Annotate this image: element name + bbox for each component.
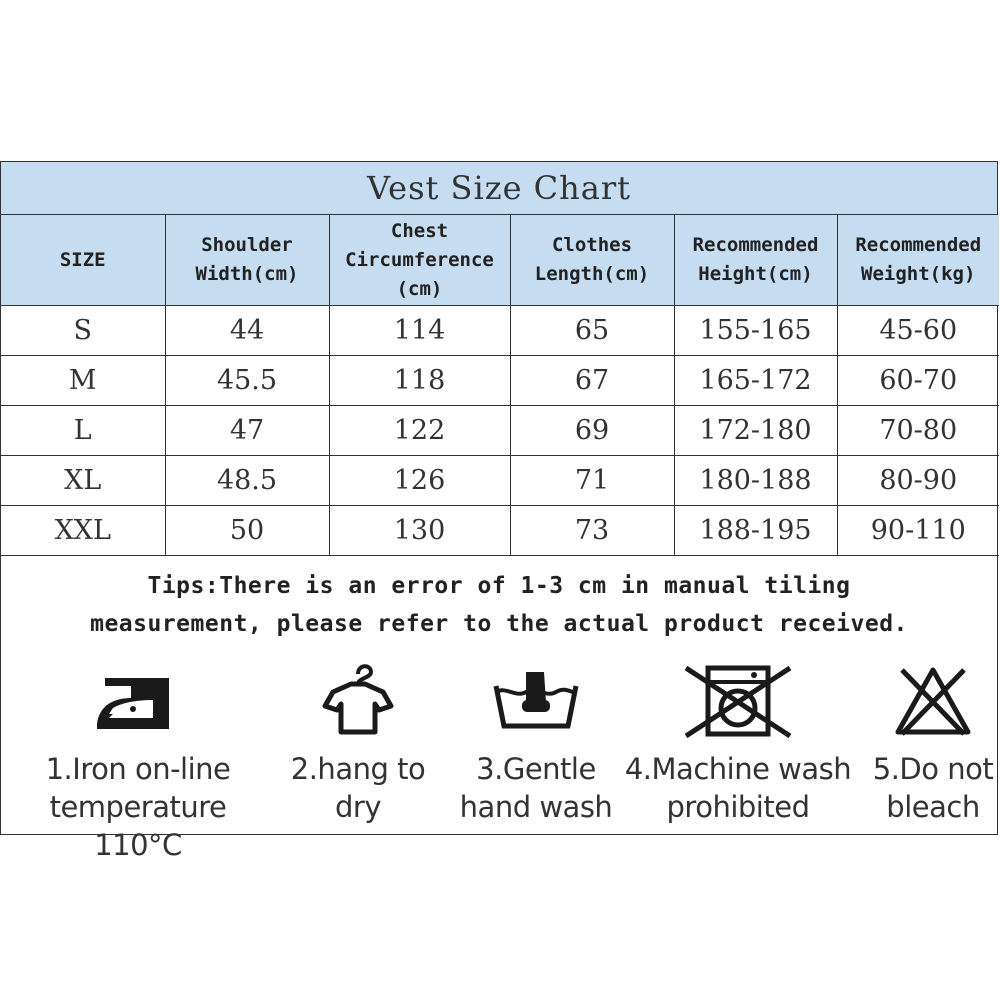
- care-label-line-1: 1.Iron on-line: [45, 752, 231, 786]
- care-label-line-1: 4.Machine wash: [624, 752, 852, 786]
- cell-length: 71: [510, 456, 674, 506]
- cell-height: 165-172: [674, 356, 837, 406]
- tips-line-1: Tips:There is an error of 1-3 cm in manual tiling: [147, 573, 851, 599]
- cell-shoulder: 47: [165, 406, 329, 456]
- header-size: SIZE: [1, 215, 165, 306]
- care-item-hang-dry: [283, 662, 433, 832]
- cell-length: 67: [510, 356, 674, 406]
- table-row: [1, 306, 999, 356]
- size-chart: [0, 161, 998, 862]
- care-label-line-1: 2.hang to: [290, 752, 426, 786]
- iron-icon: [83, 662, 193, 742]
- cell-height: 172-180: [674, 406, 837, 456]
- cell-length: 69: [510, 406, 674, 456]
- cell-length: 73: [510, 506, 674, 556]
- cell-shoulder: 50: [165, 506, 329, 556]
- care-item-hand-wash: [451, 662, 621, 832]
- cell-chest: 114: [329, 306, 510, 356]
- cell-size: XXL: [1, 506, 165, 556]
- cell-weight: 70-80: [837, 406, 999, 456]
- cell-size: L: [1, 406, 165, 456]
- cell-weight: 60-70: [837, 356, 999, 406]
- cell-chest: 130: [329, 506, 510, 556]
- no-machine-wash-icon: [678, 662, 798, 742]
- chart-title: Vest Size Chart: [1, 162, 997, 215]
- header-clothes-length: Clothes Length(cm): [510, 215, 674, 306]
- hand-wash-icon: [486, 662, 586, 742]
- table-row: [1, 356, 999, 406]
- tips-line-2: measurement, please refer to the actual product received.: [90, 611, 908, 637]
- care-instructions: [1, 662, 997, 862]
- no-bleach-icon: [888, 662, 978, 742]
- table-row: [1, 406, 999, 456]
- size-table: [1, 215, 999, 556]
- care-label-line-2: bleach: [886, 790, 980, 824]
- cell-height: 155-165: [674, 306, 837, 356]
- header-recommended-height: Recommended Height(cm): [674, 215, 837, 306]
- table-header-row: [1, 215, 999, 306]
- cell-height: 180-188: [674, 456, 837, 506]
- hang-dry-icon: [313, 662, 403, 742]
- cell-length: 65: [510, 306, 674, 356]
- cell-size: S: [1, 306, 165, 356]
- header-chest-circumference: Chest Circumference (cm): [329, 215, 510, 306]
- table-row: [1, 506, 999, 556]
- tips-text: [1, 567, 997, 643]
- care-label-line-1: 3.Gentle: [476, 752, 596, 786]
- cell-size: XL: [1, 456, 165, 506]
- header-shoulder-width: Shoulder Width(cm): [165, 215, 329, 306]
- cell-weight: 90-110: [837, 506, 999, 556]
- cell-height: 188-195: [674, 506, 837, 556]
- cell-size: M: [1, 356, 165, 406]
- care-label-line-2: prohibited: [666, 790, 810, 824]
- care-item-no-bleach: [867, 662, 999, 832]
- cell-chest: 126: [329, 456, 510, 506]
- table-row: [1, 456, 999, 506]
- care-label-line-1: 5.Do not: [872, 752, 994, 786]
- care-item-no-machine-wash: [623, 662, 853, 832]
- cell-chest: 118: [329, 356, 510, 406]
- cell-weight: 45-60: [837, 306, 999, 356]
- cell-weight: 80-90: [837, 456, 999, 506]
- cell-chest: 122: [329, 406, 510, 456]
- cell-shoulder: 45.5: [165, 356, 329, 406]
- header-recommended-weight: Recommended Weight(kg): [837, 215, 999, 306]
- care-label-line-2: temperature 110°C: [49, 790, 227, 862]
- care-label-line-2: dry: [335, 790, 381, 824]
- care-item-iron: [3, 662, 273, 862]
- cell-shoulder: 48.5: [165, 456, 329, 506]
- cell-shoulder: 44: [165, 306, 329, 356]
- care-label-line-2: hand wash: [459, 790, 613, 824]
